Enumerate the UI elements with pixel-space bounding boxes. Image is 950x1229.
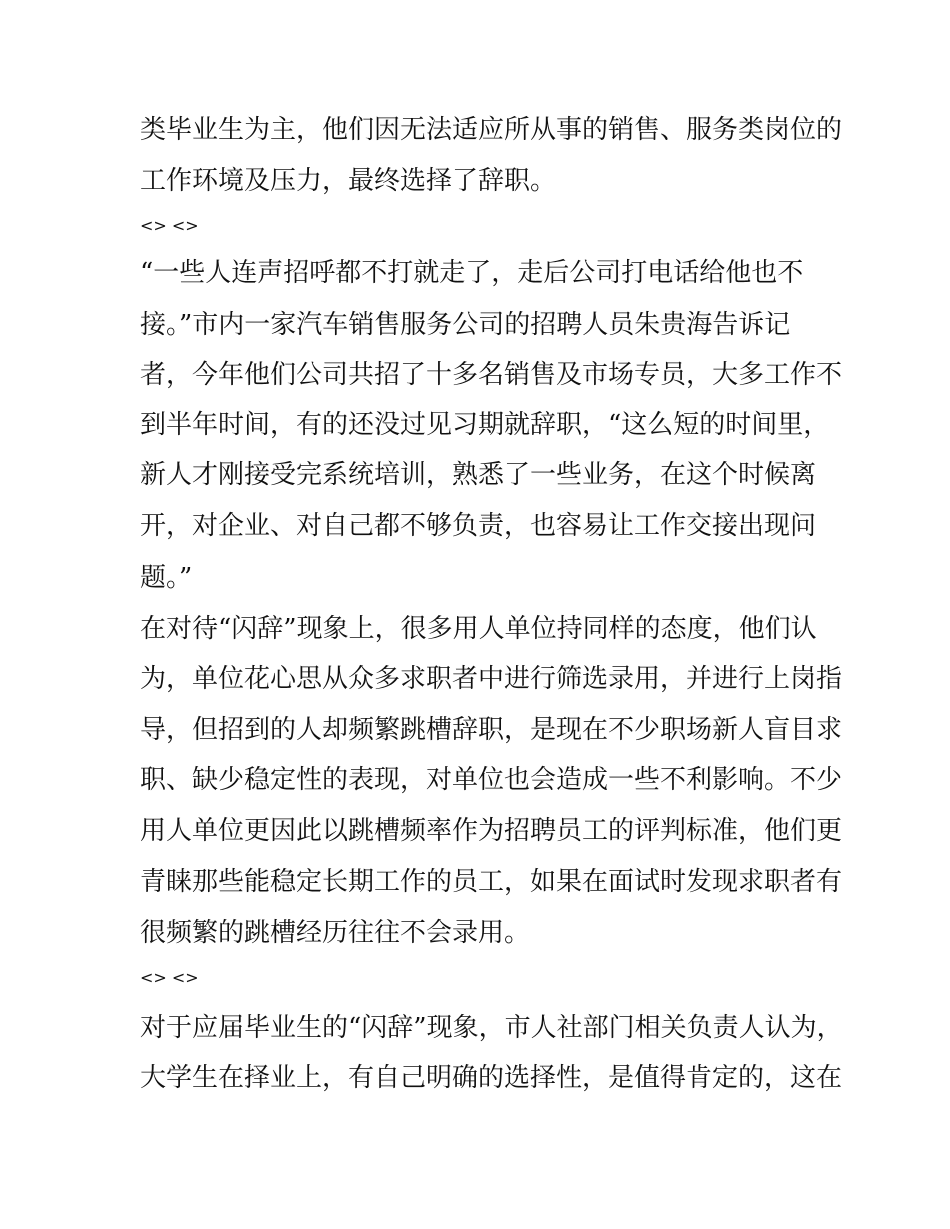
paragraph-line: 职、缺少稳定性的表现，对单位也会造成一些不利影响。不少 bbox=[140, 765, 843, 795]
section-separator: <> <> bbox=[140, 968, 199, 987]
paragraph-line: 新人才刚接受完系统培训，熟悉了一些业务，在这个时候离 bbox=[140, 460, 817, 490]
paragraph-line: 用人单位更因此以跳槽频率作为招聘员工的评判标准，他们更 bbox=[140, 816, 843, 846]
paragraph-line: 开，对企业、对自己都不够负责，也容易让工作交接出现问 bbox=[140, 511, 817, 541]
paragraph-line: 大学生在择业上，有自己明确的选择性，是值得肯定的，这在 bbox=[140, 1063, 843, 1093]
paragraph-line: 题。” bbox=[140, 563, 193, 593]
paragraph-line: 者，今年他们公司共招了十多名销售及市场专员，大多工作不 bbox=[140, 360, 843, 390]
paragraph-line: 对于应届毕业生的“闪辞”现象，市人社部门相关负责人认为， bbox=[140, 1013, 843, 1043]
paragraph-line: 类毕业生为主，他们因无法适应所从事的销售、服务类岗位的 bbox=[140, 115, 843, 145]
paragraph-line: “一些人连声招呼都不打就走了，走后公司打电话给他也不 bbox=[140, 258, 804, 288]
paragraph-line: 为，单位花心思从众多求职者中进行筛选录用，并进行上岗指 bbox=[140, 664, 843, 694]
paragraph-line: 到半年时间，有的还没过见习期就辞职，“这么短的时间里， bbox=[140, 410, 830, 440]
paragraph-line: 工作环境及压力，最终选择了辞职。 bbox=[140, 166, 557, 196]
paragraph-line: 很频繁的跳槽经历往往不会录用。 bbox=[140, 918, 531, 948]
paragraph-line: 导，但招到的人却频繁跳槽辞职，是现在不少职场新人盲目求 bbox=[140, 715, 843, 745]
paragraph-line: 青睐那些能稳定长期工作的员工，如果在面试时发现求职者有 bbox=[140, 867, 843, 897]
paragraph-line: 在对待“闪辞”现象上，很多用人单位持同样的态度，他们认 bbox=[140, 614, 817, 644]
paragraph-line: 接。”市内一家汽车销售服务公司的招聘人员朱贵海告诉记 bbox=[140, 310, 791, 340]
section-separator: <> <> bbox=[140, 216, 199, 235]
